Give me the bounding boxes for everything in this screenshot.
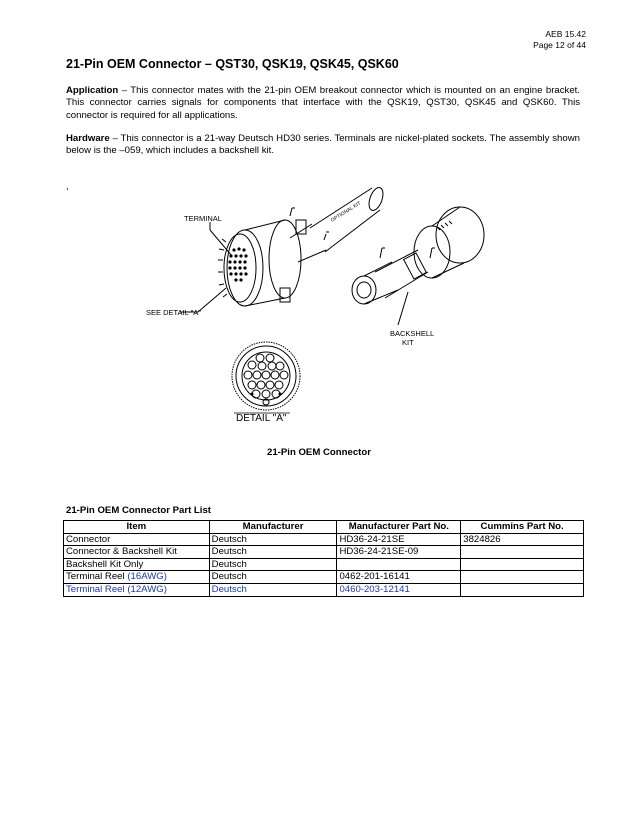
- cell-mfr-part: 0460-203-12141: [337, 583, 461, 596]
- cell-cummins-part: 3824826: [461, 533, 584, 546]
- table-header-row: [64, 521, 584, 534]
- cell-item: Terminal Reel (12AWG): [64, 583, 210, 596]
- cell-item: [64, 571, 210, 584]
- cell-manufacturer: Deutsch: [209, 583, 337, 596]
- cell-cummins-part: [461, 558, 584, 571]
- cell-item-note: (16AWG): [127, 571, 167, 583]
- column-header-cummins-part: Cummins Part No.: [461, 521, 584, 534]
- page-header: [533, 29, 586, 51]
- table-row: [64, 546, 584, 559]
- table-row: [64, 571, 584, 584]
- figure-caption: 21-Pin OEM Connector: [267, 447, 371, 458]
- parts-table: [63, 520, 584, 597]
- column-header-manufacturer: Manufacturer: [209, 521, 337, 534]
- left-connector-body: [218, 208, 329, 306]
- cell-item-text: Terminal Reel: [66, 571, 128, 583]
- label-backshell: BACKSHELL: [390, 329, 435, 338]
- hardware-text: – This connector is a 21-way Deutsch HD30 series. Terminals are nickel-plated sockets. The assembly shown below is the –059, which includes a backshell kit.: [66, 133, 580, 157]
- application-text: – This connector mates with the 21-pin OEM breakout connector which is mounted on an engine bracket. This connector carries signals for components that interface with the QSK19, QST30, QSK45 and QSK60. This connector is required for all applications.: [66, 85, 580, 121]
- cell-manufacturer: Deutsch: [209, 546, 337, 559]
- column-header-mfr-part: Manufacturer Part No.: [337, 521, 461, 534]
- table-row: [64, 558, 584, 571]
- cell-item: Backshell Kit Only: [64, 558, 210, 571]
- stray-mark: ,: [66, 181, 69, 191]
- cell-manufacturer: Deutsch: [209, 571, 337, 584]
- detail-a-face: [232, 342, 300, 410]
- application-paragraph: [66, 85, 580, 122]
- table-row-highlighted: [64, 583, 584, 596]
- cell-mfr-part: HD36-24-21SE-09: [337, 546, 461, 559]
- label-kit: KIT: [402, 338, 414, 347]
- connector-figure: [140, 180, 500, 428]
- label-terminal: TERMINAL: [184, 214, 222, 223]
- cell-manufacturer: Deutsch: [209, 558, 337, 571]
- left-connector-pin-face: [228, 247, 247, 281]
- parts-list-title: 21-Pin OEM Connector Part List: [66, 505, 211, 516]
- label-see-detail: SEE DETAIL "A": [146, 308, 201, 317]
- right-connector-backshell: [352, 207, 484, 304]
- left-connector-tube: [290, 186, 386, 262]
- table-row: [64, 533, 584, 546]
- cell-item: Connector: [64, 533, 210, 546]
- cell-mfr-part: [337, 558, 461, 571]
- cell-cummins-part: [461, 571, 584, 584]
- svg-text:OPTIONAL KIT: OPTIONAL KIT: [329, 200, 363, 224]
- hardware-paragraph: [66, 133, 580, 158]
- cell-cummins-part: [461, 546, 584, 559]
- cell-mfr-part: 0462-201-16141: [337, 571, 461, 584]
- column-header-item: Item: [64, 521, 210, 534]
- hardware-label: Hardware: [66, 133, 110, 144]
- leader-lines: [180, 222, 408, 325]
- cell-cummins-part: [461, 583, 584, 596]
- label-detail-a: DETAIL "A": [236, 413, 287, 424]
- application-label: Application: [66, 85, 119, 96]
- cell-manufacturer: Deutsch: [209, 533, 337, 546]
- cell-item: Connector & Backshell Kit: [64, 546, 210, 559]
- cell-mfr-part: HD36-24-21SE: [337, 533, 461, 546]
- section-title: 21-Pin OEM Connector – QST30, QSK19, QSK45, QSK60: [66, 57, 399, 71]
- doc-id: AEB 15.42: [545, 29, 586, 39]
- page-number: Page 12 of 44: [533, 40, 586, 50]
